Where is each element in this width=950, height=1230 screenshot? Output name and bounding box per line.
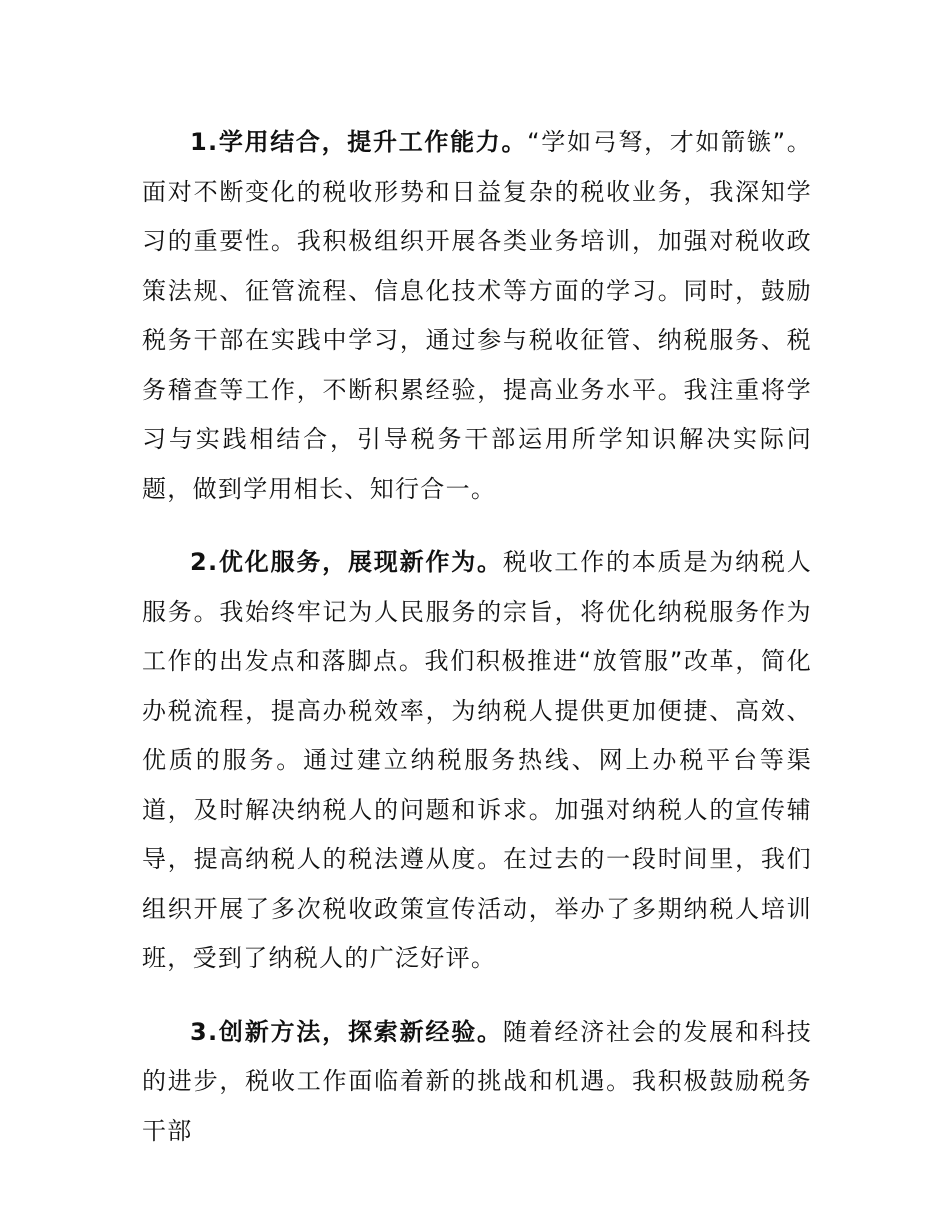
paragraph-2 xyxy=(142,538,812,984)
paragraph-1 xyxy=(142,118,812,514)
paragraph-1-heading: 1.学用结合，提升工作能力。 xyxy=(190,128,528,156)
paragraph-1-body: “学如弓弩，才如箭镞”。面对不断变化的税收形势和日益复杂的税收业务，我深知学习的重要性。我积极组织开展各类业务培训，加强对税收政策法规、征管流程、信息化技术等方面的学习。同时，鼓励税务干部在实践中学习，通过参与税收征管、纳税服务、税务稽查等工作，不断积累经验，提高业务水平。我注重将学习与实践相结合，引导税务干部运用所学知识解决实际问题，做到学用相长、知行合一。 xyxy=(142,128,812,503)
document-page xyxy=(142,118,812,1208)
paragraph-3-heading: 3.创新方法，探索新经验。 xyxy=(190,1017,503,1046)
paragraph-2-heading: 2.优化服务，展现新作为。 xyxy=(190,548,503,576)
paragraph-3 xyxy=(142,1008,812,1157)
paragraph-3-body: 随着经济社会的发展和科技的进步，税收工作面临着新的挑战和机遇。我积极鼓励税务干部 xyxy=(142,1017,812,1145)
paragraph-2-body: 税收工作的本质是为纳税人服务。我始终牢记为人民服务的宗旨，将优化纳税服务作为工作的出发点和落脚点。我们积极推进“放管服”改革，简化办税流程，提高办税效率，为纳税人提供更加便捷、高效、优质的服务。通过建立纳税服务热线、网上办税平台等渠道，及时解决纳税人的问题和诉求。加强对纳税人的宣传辅导，提高纳税人的税法遵从度。在过去的一段时间里，我们组织开展了多次税收政策宣传活动，举办了多期纳税人培训班，受到了纳税人的广泛好评。 xyxy=(142,548,812,972)
